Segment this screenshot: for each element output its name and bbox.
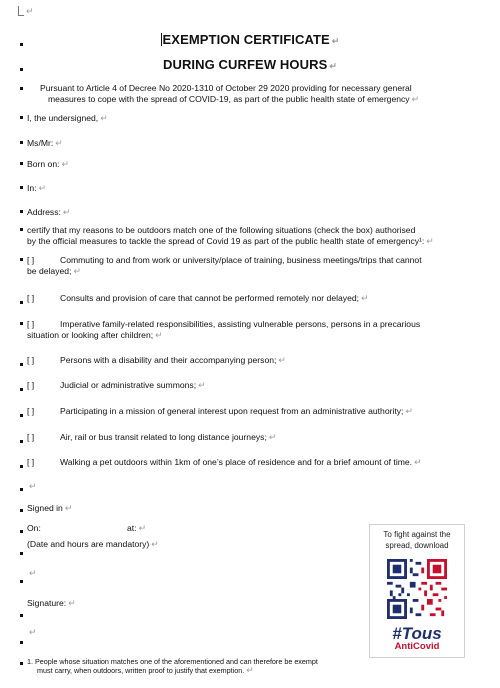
pilcrow-icon: ↵ (62, 207, 71, 217)
paragraph-mark (20, 614, 23, 617)
option-pet[interactable]: [ ] Walking a pet outdoors within 1km of one’s place of residence and for a brief amount of time. ↵ (27, 457, 422, 467)
text-cursor (161, 33, 162, 46)
pilcrow-icon: ↵ (411, 93, 420, 104)
paragraph-mark (20, 43, 23, 46)
paragraph-mark (20, 465, 23, 468)
option-disability[interactable]: [ ] Persons with a disability and their accompanying person; ↵ (27, 355, 286, 365)
at-time-field[interactable]: at: ↵ (127, 523, 147, 533)
paragraph-mark (20, 641, 23, 644)
intro-paragraph: Pursuant to Article 4 of Decree No 2020-1310 of October 29 2020 providing for necessary general measures to cope with the spread of COVID-19, as part of the public health state of emergency ↵ (40, 83, 420, 104)
paragraph-mark (20, 301, 23, 304)
pilcrow-icon: ↵ (414, 457, 422, 467)
paragraph-mark (20, 363, 23, 366)
pilcrow-icon: ↵ (426, 235, 434, 246)
pilcrow-icon: ↵ (361, 293, 369, 303)
born-on-field[interactable]: Born on: ↵ (27, 159, 70, 169)
paragraph-mark (20, 141, 23, 144)
paragraph-mark (20, 87, 23, 90)
date-hours-note: (Date and hours are mandatory) ↵ (27, 539, 159, 549)
checkbox[interactable]: [ ] (27, 406, 35, 416)
checkbox[interactable]: [ ] (27, 255, 35, 265)
pilcrow-icon: ↵ (29, 627, 37, 637)
pilcrow-icon: ↵ (138, 523, 147, 533)
signature-field[interactable]: Signature: ↵ (27, 598, 76, 608)
brand-tous: #Tous (392, 624, 442, 643)
paragraph-mark (20, 530, 23, 533)
pilcrow-icon: ↵ (331, 36, 340, 46)
pilcrow-icon: ↵ (73, 265, 81, 276)
paragraph-mark (20, 210, 23, 213)
in-field[interactable]: In: ↵ (27, 183, 47, 193)
signed-in-field[interactable]: Signed in ↵ (27, 503, 73, 513)
checkbox[interactable]: [ ] (27, 432, 35, 442)
pilcrow-icon: ↵ (405, 406, 413, 416)
ms-mr-field[interactable]: Ms/Mr: ↵ (27, 138, 63, 148)
pilcrow-icon: ↵ (38, 183, 47, 193)
pilcrow-icon: ↵ (155, 329, 163, 340)
paragraph-mark (20, 322, 23, 325)
checkbox[interactable]: [ ] (27, 319, 35, 329)
pilcrow-icon: ↵ (329, 61, 338, 71)
pilcrow-icon: ↵ (29, 481, 37, 491)
title-line-2: DURING CURFEW HOURS ↵ (162, 57, 338, 72)
certify-paragraph: certify that my reasons to be outdoors match one of the following situations (check the box) authorised by the official measures to tackle the spread of Covid 19 as part of the public health state of emergency¹: ↵ (27, 225, 434, 246)
paragraph-mark (20, 186, 23, 189)
undersigned-label: I, the undersigned, ↵ (27, 113, 108, 123)
paragraph-mark (20, 388, 23, 391)
pilcrow-icon: ↵ (64, 503, 73, 513)
checkbox[interactable]: [ ] (27, 380, 35, 390)
pilcrow-icon: ↵ (29, 568, 37, 578)
option-family[interactable]: [ ] Imperative family-related responsibilities, assisting vulnerable persons, persons in a precarious situation or looking after children; ↵ (27, 319, 421, 340)
option-transit[interactable]: [ ] Air, rail or bus transit related to long distance journeys; ↵ (27, 432, 277, 442)
pilcrow-icon: ↵ (278, 355, 286, 365)
paragraph-mark (20, 162, 23, 165)
paragraph-mark (20, 552, 23, 555)
pilcrow-icon: ↵ (246, 665, 254, 675)
option-consults[interactable]: [ ] Consults and provision of care that cannot be performed remotely nor delayed; ↵ (27, 293, 369, 303)
corner-mark-top (18, 6, 24, 16)
pilcrow-icon: ↵ (151, 539, 159, 549)
brand-anticovid: AntiCovid (394, 641, 440, 652)
checkbox[interactable]: [ ] (27, 355, 35, 365)
checkbox[interactable]: [ ] (27, 293, 35, 303)
paragraph-mark (20, 580, 23, 583)
qr-code-icon[interactable] (387, 559, 447, 619)
checkbox[interactable]: [ ] (27, 457, 35, 467)
option-commuting[interactable]: [ ] Commuting to and from work or university/place of training, business meetings/trips that cannot be delayed; ↵ (27, 255, 422, 276)
paragraph-mark (20, 116, 23, 119)
pilcrow-icon: ↵ (26, 6, 34, 16)
title-line-1: EXEMPTION CERTIFICATE ↵ (162, 32, 340, 47)
paragraph-mark (20, 228, 23, 231)
pilcrow-icon: ↵ (61, 159, 70, 169)
pilcrow-icon: ↵ (100, 113, 108, 123)
paragraph-mark (20, 258, 23, 261)
paragraph-mark (20, 440, 23, 443)
anticovid-qr-box (369, 524, 465, 658)
footnote: 1. People whose situation matches one of the aforementioned and can therefore be exempt must carry, when outdoors, written proof to justify that exemption. ↵ (27, 657, 318, 675)
pilcrow-icon: ↵ (68, 598, 76, 608)
paragraph-mark (20, 68, 23, 71)
pilcrow-icon: ↵ (268, 432, 277, 442)
paragraph-mark (20, 414, 23, 417)
paragraph-mark (20, 662, 23, 665)
qr-caption: To fight against the spread, download (383, 530, 451, 550)
on-date-field[interactable]: On: (27, 523, 41, 533)
paragraph-mark (20, 488, 23, 491)
paragraph-mark (20, 509, 23, 512)
address-field[interactable]: Address: ↵ (27, 207, 71, 217)
option-summons[interactable]: [ ] Judicial or administrative summons; ↵ (27, 380, 206, 390)
option-mission[interactable]: [ ] Participating in a mission of general interest upon request from an administrative authority; ↵ (27, 406, 413, 416)
pilcrow-icon: ↵ (198, 380, 206, 390)
pilcrow-icon: ↵ (55, 138, 63, 148)
